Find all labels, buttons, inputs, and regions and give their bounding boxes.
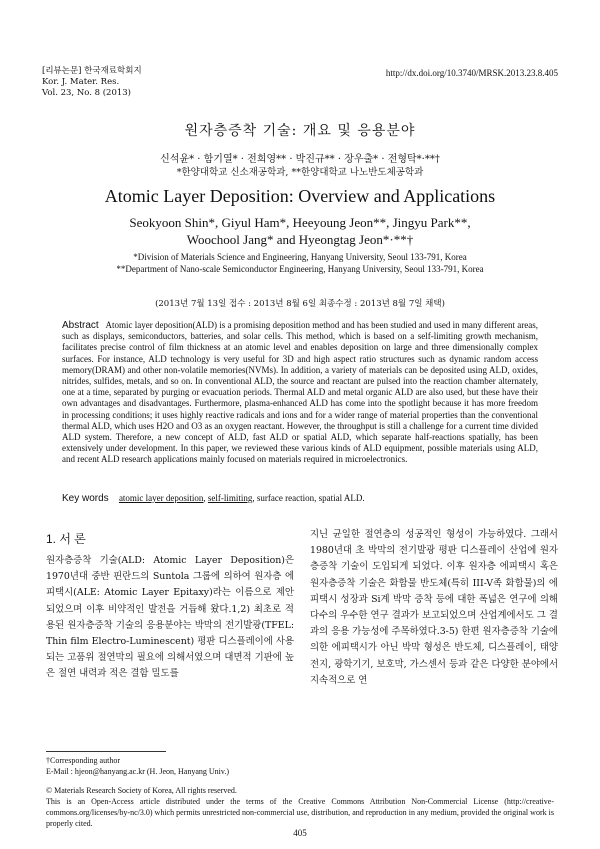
title-korean: 원자층증착 기술: 개요 및 응용분야: [184, 123, 416, 139]
received-dates: (2013년 7월 13일 접수 : 2013년 8월 6일 최종수정 : 2013년 8월 7일 채택): [155, 299, 445, 309]
journal-volume: Vol. 23, No. 8 (2013): [42, 88, 132, 98]
footnote-email: E-Mail : hjeon@hanyang.ac.kr (H. Jeon, Hanyang Univ.): [46, 767, 230, 776]
keyword-item: surface reaction, spatial ALD.: [256, 493, 365, 503]
journal-name-en: Kor. J. Mater. Res.: [42, 77, 120, 87]
journal-header: [42, 66, 142, 99]
body-paragraph-right: 지닌 균일한 절연층의 성공적인 형성이 가능하였다. 그래서 1980년대 초 박막의 전기발광 평판 디스플레이 산업에 원자층증착 기술이 도입되게 되었다. 이후 원자층 에피택시 혹은 원자층증착 기술은 화합물 반도체(특히 III-V족 화합물)의 에피택시 성장과 Si계 박막 증착 등에 대한 폭넓은 연구에 의해 다수의 우수한 연구 결과가 보고되었으며 산업계에서도 그 결과의 응용 가능성에 주목하였다.3-5) 한편 원자층증착 기술에 의한 에피택시가 아닌 박막 형성은 반도체, 디스플레이, 태양전지, 광학기기, 보호막, 가스센서 등과 같은 다양한 분야에서 지속적으로 연: [310, 529, 558, 686]
section-heading-introduction: 1. 서 론: [46, 532, 86, 546]
page-number: 405: [293, 828, 307, 838]
keyword-item: self-limiting: [207, 493, 253, 503]
keyword-item: atomic layer deposition: [118, 493, 204, 503]
body-column-right: [310, 527, 558, 689]
body-paragraph-left: 원자층증착 기술(ALD: Atomic Layer Deposition)은 1970년대 중반 핀란드의 Suntola 그룹에 의하여 원자층 에피택시(ALE: Atomic Layer Epitaxy)라는 이름으로 제안되었으며 이후 비약적인 발전을 거듭해 왔다.1,2) 최초로 적용된 원자층증착 기술의 응용분야는 박막의 전기발광(TFEL: Thin film Electro-Luminescent) 평판 디스플레이에 사용되는 고품위 절연막의 필요에 의해서였으며 대면적 기판에 높은 절연 내력과 적은 결함 밀도를: [46, 555, 294, 680]
abstract-label: Abstract: [62, 320, 99, 331]
footnote: [46, 755, 229, 777]
keywords-label: Key words: [62, 493, 109, 504]
affiliation-english-1: *Division of Materials Science and Engineering, Hanyang University, Seoul 133-791, Korea: [133, 252, 467, 262]
affiliation-english-2: **Department of Nano-scale Semiconductor Engineering, Hanyang University, Seoul 133-791, Korea: [116, 264, 484, 274]
affiliations-english: [0, 251, 600, 275]
authors-korean: 신석윤* · 함기열* · 전희영** · 박진규** · 장우출* · 전형탁*·**†: [160, 154, 440, 165]
authors-english-line-2: Woochool Jang* and Hyeongtag Jeon*·**†: [186, 232, 414, 247]
affiliations-korean: *한양대학교 신소재공학과, **한양대학교 나노반도체공학과: [176, 167, 424, 178]
license-text: This is an Open-Access article distributed under the terms of the Creative Commons Attribution Non-Commercial License (http://creative-commons.org/licenses/by-nc/3.0) which permits unrestricted non-commercial use, distribution, and reproduction in any medium, provided the original work is properly cited.: [46, 797, 554, 828]
abstract-text: Atomic layer deposition(ALD) is a promising deposition method and has been studied and used in many different areas, such as displays, semiconductors, batteries, and solar cells. This method, which is based on a self-limiting growth mechanism, facilitates precise control of film thickness at an atomic level and enables deposition on large and three dimensionally complex surfaces. For instance, ALD technology is very useful for 3D and high aspect ratio structures such as dynamic random access memory(DRAM) and other non-volatile memories(NVMs). In addition, a variety of materials can be deposited using ALD, oxides, nitrides, sulfides, metals, and so on. In conventional ALD, the source and reactant are pulsed into the reaction chamber alternately, one at a time, separated by purging or evacuation periods. Thermal ALD and metal organic ALD are also used, but these have their own advantages and disadvantages. Furthermore, plasma-enhanced ALD has come into the spotlight because it has more freedom in processing conditions; it uses highly reactive radicals and ions and for a wider range of material properties than the conventional thermal ALD, which uses H2O and O3 as an oxygen reactant. However, the throughput is still a challenge for a current time divided ALD system. Therefore, a new concept of ALD, fast ALD or spatial ALD, which separate half-reactions spatially, has been extensively under development. In this paper, we reviewed these various kinds of ALD equipment, possible materials using ALD, and recent ALD research applications mainly focused on materials required in microelectronics.: [62, 320, 538, 465]
title-english: Atomic Layer Deposition: Overview and Applications: [104, 186, 496, 206]
footnote-corresponding: †Corresponding author: [46, 756, 120, 765]
copyright-notice: [46, 785, 554, 829]
doi-link[interactable]: http://dx.doi.org/10.3740/MRSK.2013.23.8.405: [385, 68, 558, 78]
journal-name-ko: [리뷰논문] 한국재료학회지: [42, 66, 142, 76]
keywords: Key words atomic layer deposition, self-limiting, surface reaction, spatial ALD.: [62, 493, 365, 504]
footnote-divider: [46, 751, 166, 752]
authors-english: [0, 214, 600, 248]
abstract: [62, 320, 538, 466]
authors-english-line-1: Seokyoon Shin*, Giyul Ham*, Heeyoung Jeon**, Jingyu Park**,: [129, 215, 471, 230]
body-column-left: [46, 553, 294, 683]
copyright-line: © Materials Research Society of Korea, All rights reserved.: [46, 786, 237, 795]
